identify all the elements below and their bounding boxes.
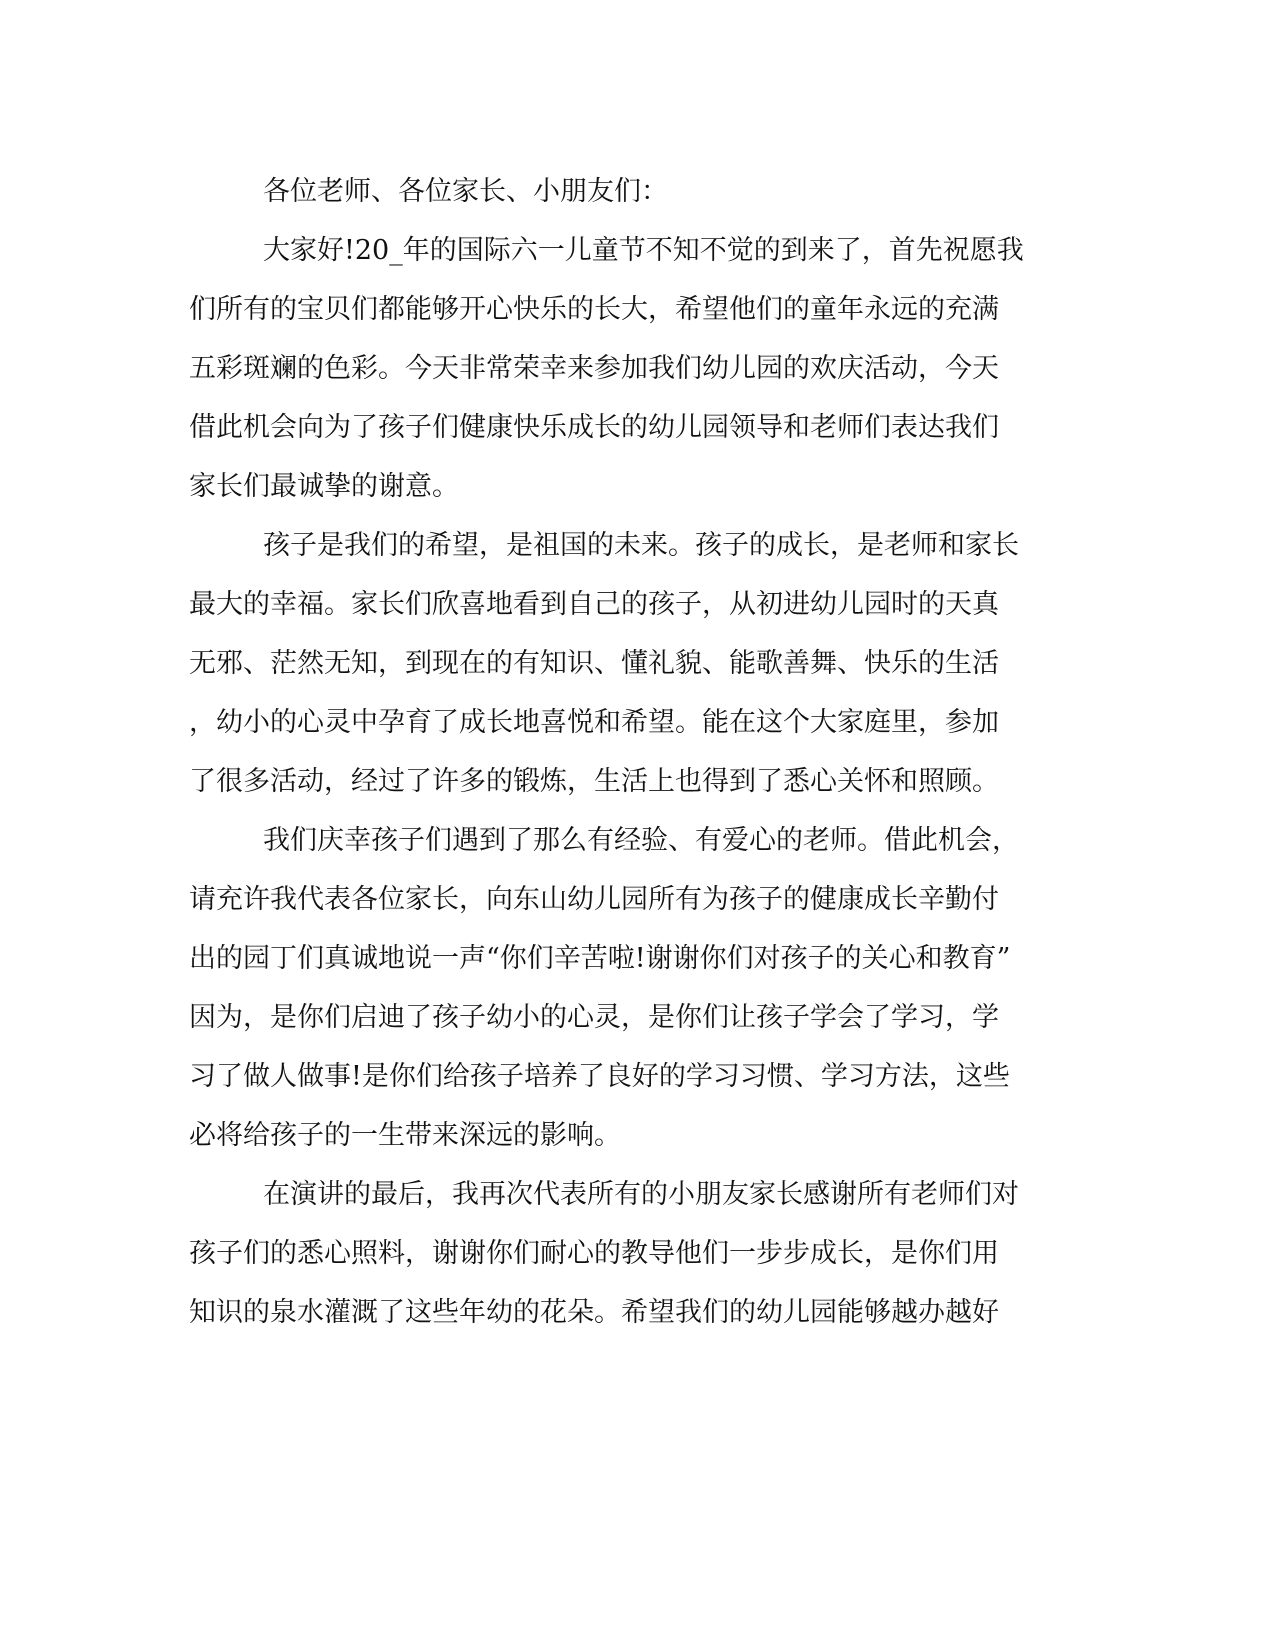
text-line: 请充许我代表各位家长，向东山幼儿园所有为孩子的健康成长辛勤付	[189, 884, 999, 915]
text-line: 无邪、茫然无知，到现在的有知识、懂礼貌、能歌善舞、快乐的生活	[189, 648, 999, 679]
text-line: 五彩斑斓的色彩。今天非常荣幸来参加我们幼儿园的欢庆活动，今天	[189, 353, 999, 384]
text-line: 们所有的宝贝们都能够开心快乐的长大，希望他们的童年永远的充满	[189, 294, 999, 325]
text-line: 知识的泉水灌溉了这些年幼的花朵。希望我们的幼儿园能够越办越好	[189, 1297, 999, 1328]
text-line: 最大的幸福。家长们欣喜地看到自己的孩子，从初进幼儿园时的天真	[189, 589, 999, 620]
text-line: 借此机会向为了孩子们健康快乐成长的幼儿园领导和老师们表达我们	[189, 412, 999, 443]
text-line: 习了做人做事!是你们给孩子培养了良好的学习习惯、学习方法，这些	[189, 1061, 1010, 1092]
text-line: 了很多活动，经过了许多的锻炼，生活上也得到了悉心关怀和照顾。	[189, 766, 999, 797]
text-line: 孩子们的悉心照料，谢谢你们耐心的教导他们一步步成长，是你们用	[189, 1238, 999, 1269]
text-line: 出的园丁们真诚地说一声“你们辛苦啦!谢谢你们对孩子的关心和教育”	[189, 943, 1011, 974]
text-line: 必将给孩子的一生带来深远的影响。	[189, 1120, 621, 1151]
text-line: 因为，是你们启迪了孩子幼小的心灵，是你们让孩子学会了学习，学	[189, 1002, 999, 1033]
text-line: 大家好!20_年的国际六一儿童节不知不觉的到来了，首先祝愿我	[263, 235, 1024, 266]
text-line: 孩子是我们的希望，是祖国的未来。孩子的成长，是老师和家长	[263, 530, 1019, 561]
text-line: 家长们最诚挚的谢意。	[189, 471, 459, 502]
speech-text	[189, 162, 1089, 1342]
text-line: ，幼小的心灵中孕育了成长地喜悦和希望。能在这个大家庭里，参加	[189, 707, 999, 738]
greeting-line: 各位老师、各位家长、小朋友们：	[263, 176, 668, 207]
text-line: 在演讲的最后，我再次代表所有的小朋友家长感谢所有老师们对	[263, 1179, 1019, 1210]
text-line: 我们庆幸孩子们遇到了那么有经验、有爱心的老师。借此机会，	[263, 825, 1019, 856]
